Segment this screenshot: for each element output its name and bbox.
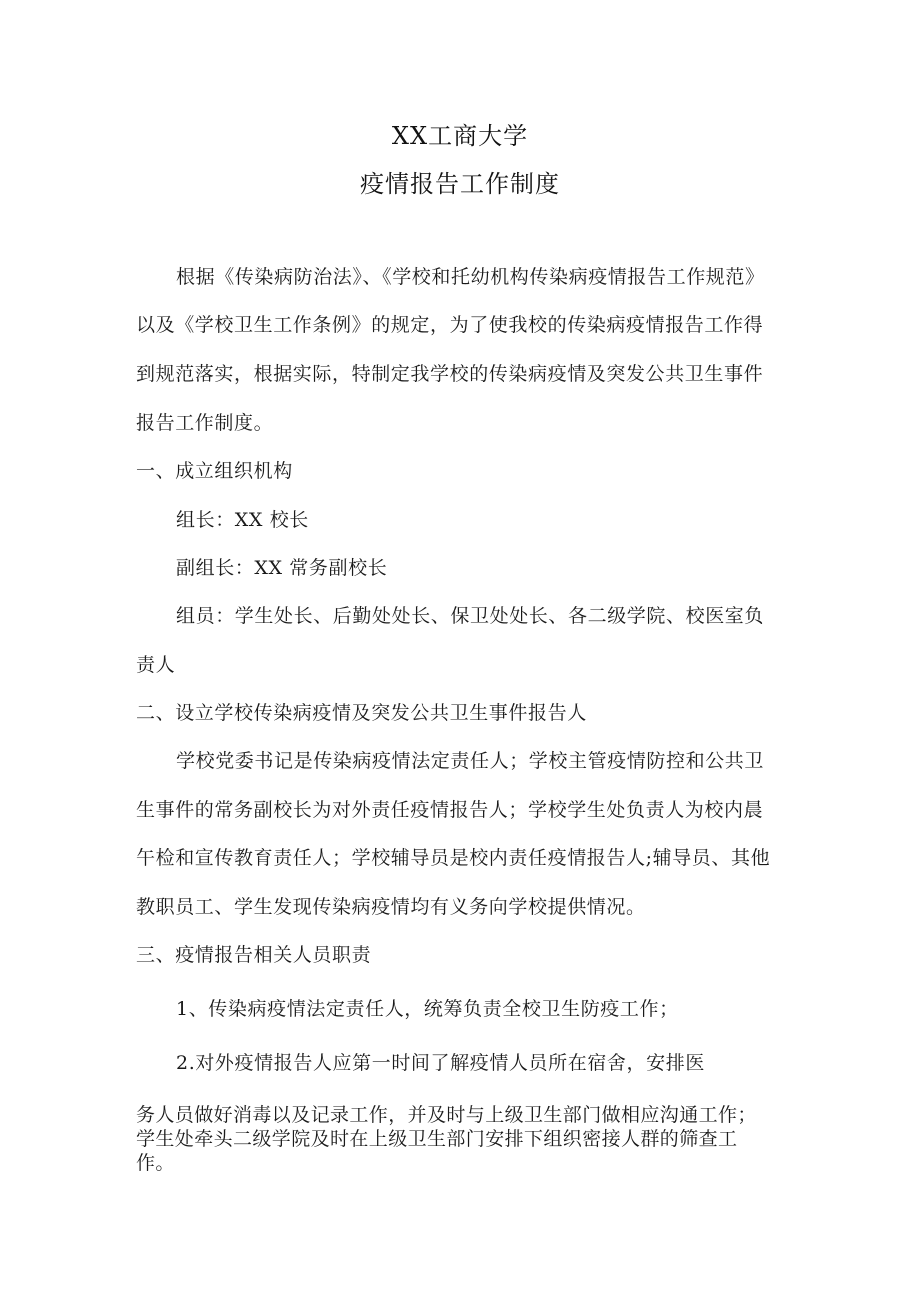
section-2-line: 生事件的常务副校长为对外责任疫情报告人；学校学生处负责人为校内晨 (136, 799, 764, 821)
intro-line: 根据《传染病防治法》、《学校和托幼机构传染病疫情报告工作规范》 (176, 266, 765, 288)
intro-line: 到规范落实，根据实际，特制定我学校的传染病疫情及突发公共卫生事件 (136, 363, 764, 385)
section-2-line: 学校党委书记是传染病疫情法定责任人；学校主管疫情防控和公共卫 (176, 750, 765, 772)
section-1-line: 组长：XX 校长 (176, 509, 309, 531)
section-3-line: 2.对外疫情报告人应第一时间了解疫情人员所在宿舍，安排医 (176, 1052, 705, 1074)
section-1-line: 副组长：XX 常务副校长 (176, 557, 388, 579)
section-1-line: 组员：学生处长、后勤处处长、保卫处处长、各二级学院、校医室负 (176, 605, 765, 627)
section-3-line: 学生处牵头二级学院及时在上级卫生部门安排下组织密接人群的筛查工 (136, 1128, 738, 1150)
section-3-line: 1、传染病疫情法定责任人，统筹负责全校卫生防疫工作； (176, 998, 679, 1020)
section-1-line: 责人 (136, 654, 176, 676)
section-3-line: 作。 (136, 1152, 175, 1174)
section-2-line: 午检和宣传教育责任人；学校辅导员是校内责任疫情报告人;辅导员、其他 (136, 847, 771, 869)
document-title-policy: 疫情报告工作制度 (360, 170, 560, 198)
section-heading-2: 二、设立学校传染病疫情及突发公共卫生事件报告人 (136, 702, 587, 724)
intro-line: 报告工作制度。 (136, 412, 274, 434)
intro-line: 以及《学校卫生工作条例》的规定，为了使我校的传染病疫情报告工作得 (136, 314, 764, 336)
section-3-line: 务人员做好消毒以及记录工作，并及时与上级卫生部门做相应沟通工作； (136, 1104, 757, 1126)
section-heading-3: 三、疫情报告相关人员职责 (136, 944, 372, 966)
document-title-university: XX工商大学 (391, 122, 529, 150)
section-2-line: 教职员工、学生发现传染病疫情均有义务向学校提供情况。 (136, 896, 646, 918)
section-heading-1: 一、成立组织机构 (136, 460, 293, 482)
